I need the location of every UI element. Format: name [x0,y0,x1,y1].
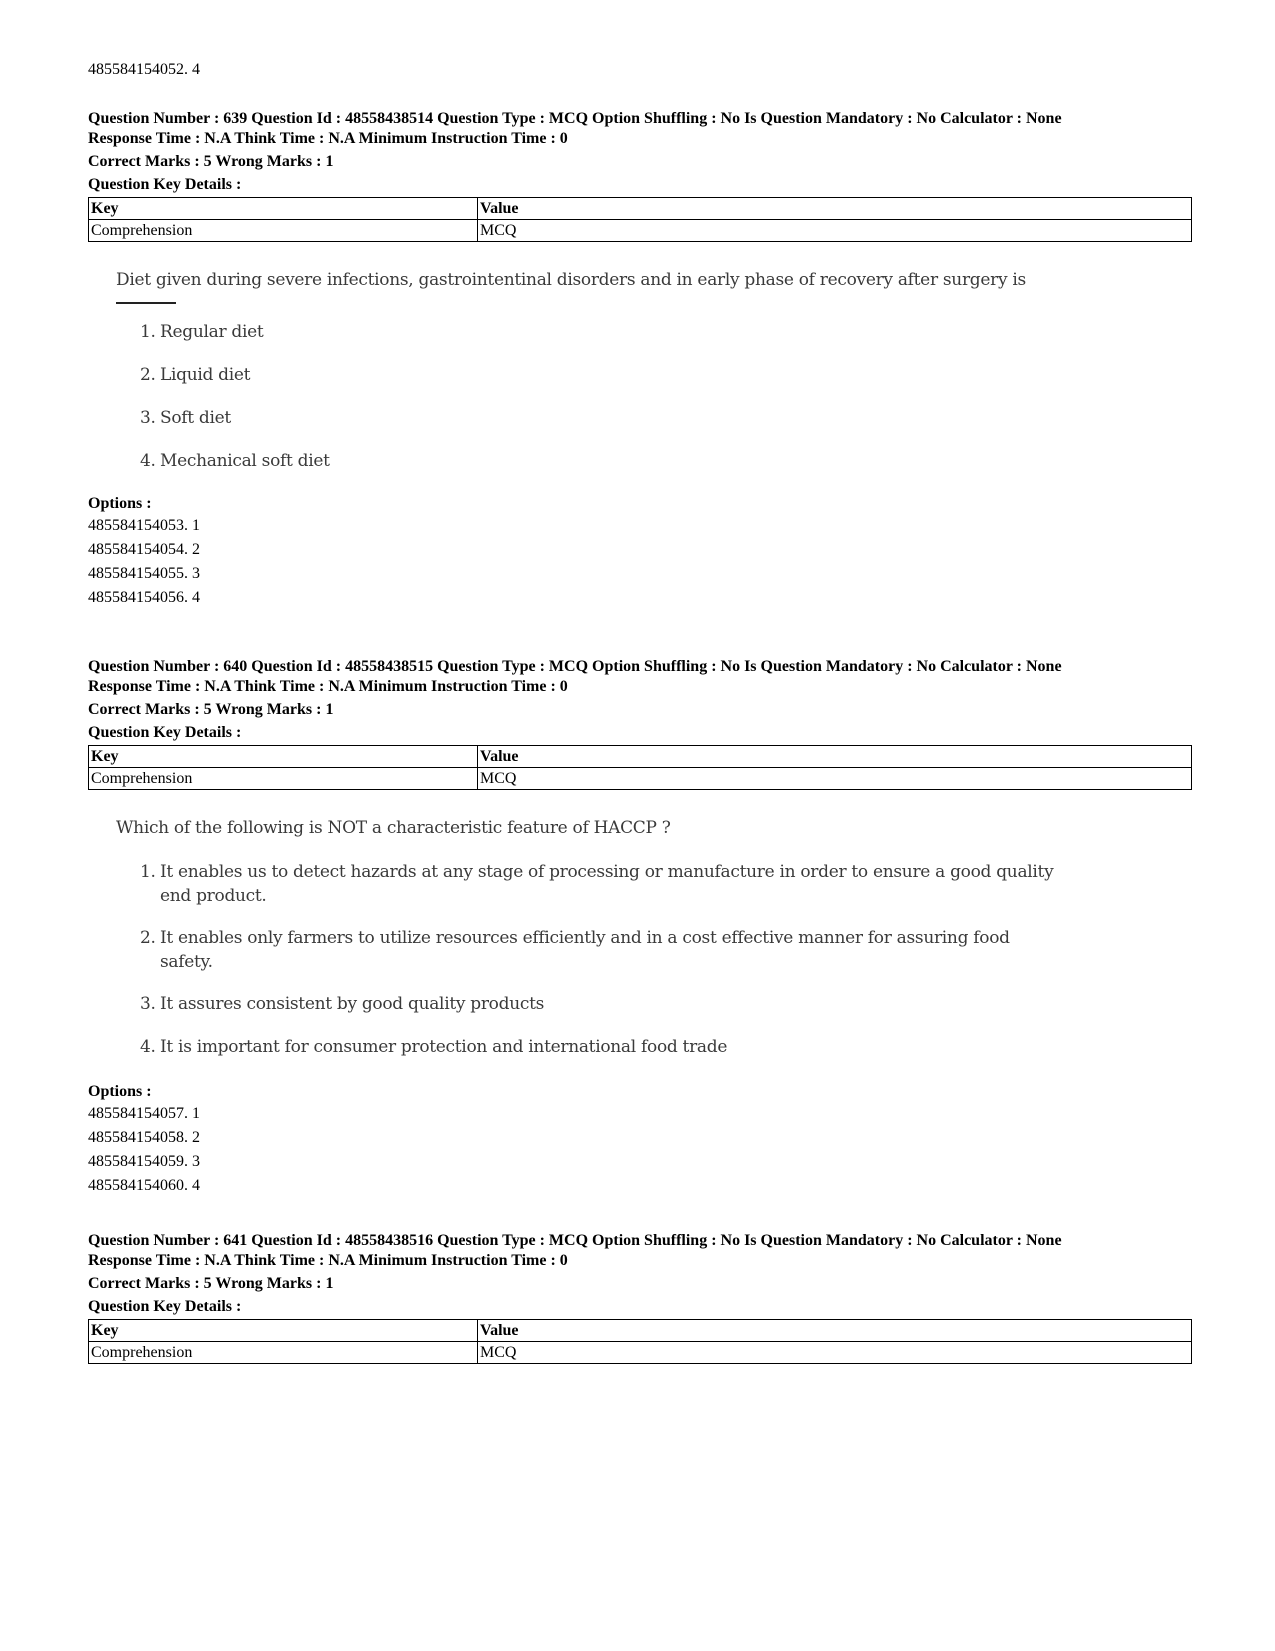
option-line: 485584154055. 3 [88,565,200,582]
option-line: 485584154053. 1 [88,517,200,534]
key-table-row [89,220,1192,242]
question-block-641 [88,1231,1192,1364]
choice-number: 1. [140,862,156,882]
value-header-cell: Value [478,198,1192,220]
choice-text: It enables only farmers to utilize resources efficiently and in a cost effective manner for assuring food [160,928,1010,948]
key-header-cell: Key [89,746,478,768]
answer-blank-line [116,302,176,304]
choice-item [140,992,1192,1016]
choice-text: It enables us to detect hazards at any stage of processing or manufacture in order to ensure a good quality [160,862,1054,882]
choice-item [140,363,1192,387]
value-header-cell: Value [478,746,1192,768]
question-meta-line: Question Number : 641 Question Id : 48558438516 Question Type : MCQ Option Shuffling : No Is Question Mandatory : No Calculator : None [88,1232,1062,1249]
key-header-cell: Key [89,198,478,220]
choice-text: Liquid diet [160,365,251,385]
key-header-cell: Key [89,1320,478,1342]
key-cell: Comprehension [89,220,478,242]
value-cell: MCQ [478,220,1192,242]
options-label: Options : [88,1083,152,1100]
choice-item [140,926,1192,974]
choice-item [140,1035,1192,1059]
question-key-table [88,745,1192,790]
key-cell: Comprehension [89,1342,478,1364]
choice-number: 2. [140,365,156,385]
question-meta-line: Question Number : 639 Question Id : 48558438514 Question Type : MCQ Option Shuffling : No Is Question Mandatory : No Calculator : None [88,110,1062,127]
key-table-header-row [89,198,1192,220]
choice-number: 1. [140,322,156,342]
choice-number: 3. [140,408,156,428]
choice-text-continued: end product. [160,886,267,906]
question-marks-line: Correct Marks : 5 Wrong Marks : 1 [88,1275,334,1292]
question-meta-line: Question Number : 640 Question Id : 48558438515 Question Type : MCQ Option Shuffling : No Is Question Mandatory : No Calculator : None [88,658,1062,675]
question-image [116,268,1192,473]
value-header-cell: Value [478,1320,1192,1342]
question-block-640 [88,657,1192,1198]
options-label: Options : [88,495,152,512]
option-line: 485584154056. 4 [88,589,200,606]
option-line: 485584154059. 3 [88,1153,200,1170]
option-line: 485584154057. 1 [88,1105,200,1122]
question-marks-line: Correct Marks : 5 Wrong Marks : 1 [88,701,334,718]
choice-number: 3. [140,994,156,1014]
choice-item [140,320,1192,344]
option-line: 485584154058. 2 [88,1129,200,1146]
question-key-table [88,197,1192,242]
choice-item [140,860,1192,908]
option-line: 485584154054. 2 [88,541,200,558]
choice-text: It assures consistent by good quality products [160,994,545,1014]
choice-text: Regular diet [160,322,264,342]
choice-number: 2. [140,928,156,948]
value-cell: MCQ [478,768,1192,790]
question-text: Which of the following is NOT a characteristic feature of HACCP ? [116,818,671,838]
question-text: Diet given during severe infections, gastrointentinal disorders and in early phase of recovery after surgery is [116,270,1026,290]
key-table-row [89,1342,1192,1364]
question-marks-line: Correct Marks : 5 Wrong Marks : 1 [88,153,334,170]
choice-text: Mechanical soft diet [160,451,330,471]
key-table-header-row [89,746,1192,768]
previous-option-line: 485584154052. 4 [88,61,200,78]
choice-text: Soft diet [160,408,231,428]
key-table-row [89,768,1192,790]
choice-item [140,406,1192,430]
question-timing-line: Response Time : N.A Think Time : N.A Minimum Instruction Time : 0 [88,130,568,147]
question-key-details-label: Question Key Details : [88,724,242,741]
question-timing-line: Response Time : N.A Think Time : N.A Minimum Instruction Time : 0 [88,678,568,695]
key-table-header-row [89,1320,1192,1342]
key-cell: Comprehension [89,768,478,790]
question-block-639 [88,109,1192,610]
choice-text-continued: safety. [160,952,213,972]
question-key-details-label: Question Key Details : [88,176,242,193]
question-timing-line: Response Time : N.A Think Time : N.A Minimum Instruction Time : 0 [88,1252,568,1269]
choice-number: 4. [140,1037,156,1057]
question-key-table [88,1319,1192,1364]
choice-text: It is important for consumer protection and international food trade [160,1037,728,1057]
choice-number: 4. [140,451,156,471]
question-image [116,816,1192,1059]
choice-item [140,449,1192,473]
question-key-details-label: Question Key Details : [88,1298,242,1315]
option-line: 485584154060. 4 [88,1177,200,1194]
value-cell: MCQ [478,1342,1192,1364]
